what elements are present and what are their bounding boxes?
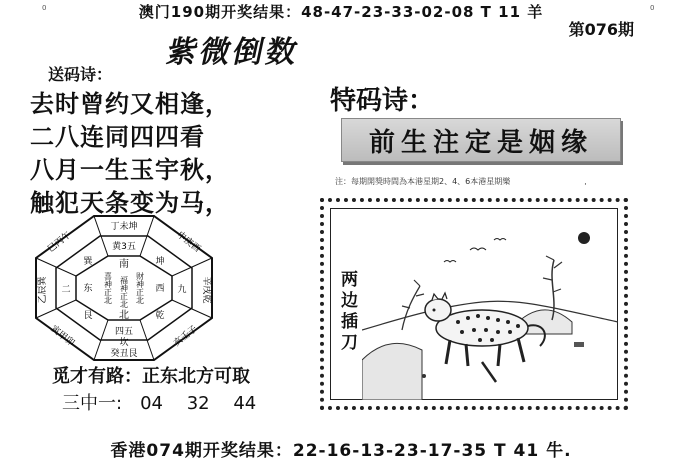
moon-icon xyxy=(578,232,590,244)
special-poem-box xyxy=(341,118,621,162)
three-in-one xyxy=(62,389,256,415)
corner-mark-left: 0 xyxy=(42,4,47,12)
bagua-center-column: 财神正北 xyxy=(135,272,145,304)
bagua-center-west: 西 xyxy=(155,284,165,294)
bagua-bottom-label: 坎 xyxy=(119,338,129,348)
issue-number: 第076期 xyxy=(568,20,634,39)
bird-icon xyxy=(494,239,506,241)
special-poem-label: 特码诗： xyxy=(330,86,435,116)
leopard-head xyxy=(425,299,451,321)
leopard-illustration xyxy=(362,210,618,400)
bagua-diagram xyxy=(32,214,216,362)
three-in-one-numbers: 04 32 44 xyxy=(140,393,257,414)
bagua-middle-label: 二 xyxy=(61,285,71,295)
bagua-middle-label: 四五 xyxy=(114,327,134,337)
draw-schedule-note: 注：每期開獎時間為本港星期2、4、6本港星期樂 xyxy=(335,177,511,186)
bagua-center-north: 北 xyxy=(119,310,129,321)
hk-result: 香港074期开奖结果：22-16-13-23-17-35 T 41 牛. xyxy=(110,441,572,461)
leopard-leg xyxy=(518,338,524,362)
bagua-center-column: 喜神正北 xyxy=(103,272,113,304)
poem-line: 去时曾约又相逢， xyxy=(30,89,230,118)
leopard-leg xyxy=(498,344,500,366)
poem-line: 二八连同四四看 xyxy=(30,122,205,151)
bagua-inner-label: 乾 xyxy=(155,311,165,321)
bagua-inner-label: 艮 xyxy=(83,311,93,321)
page-title: 紫微倒数 xyxy=(163,35,303,70)
bird-icon xyxy=(444,261,456,263)
three-in-one-label: 三中一: xyxy=(62,393,123,414)
bagua-center-column: 福神正北 xyxy=(119,276,129,308)
leopard-leg xyxy=(466,344,468,366)
knife-icon xyxy=(482,362,496,382)
bagua-inner-label: 坤 xyxy=(155,257,165,267)
plant-stem xyxy=(402,286,420,330)
bagua-outer-label: 寅甲卯 xyxy=(48,324,76,349)
bagua-center-south: 南 xyxy=(119,259,129,270)
rock-left xyxy=(362,343,422,400)
special-poem-text: 前生注定是姻缘 xyxy=(368,127,593,158)
picture-caption: 两边插刀 xyxy=(337,270,357,354)
direction-hint: 觅才有路：正东北方可取 xyxy=(52,366,250,387)
bagua-outer-label: 申庚酉 xyxy=(174,230,202,255)
macau-result: 澳门190期开奖结果：48-47-23-33-02-08 T 11 羊 xyxy=(138,3,544,21)
bagua-outer-label: 丁未坤 xyxy=(110,222,138,232)
leopard-leg xyxy=(446,340,450,364)
corner-mark-right: 0 xyxy=(650,4,655,12)
note-dot: · xyxy=(584,180,587,190)
poem-line: 触犯天条变为马， xyxy=(30,188,230,217)
bagua-outer-label: 亥壬子 xyxy=(172,324,200,349)
poem-line: 八月一生玉宇秋， xyxy=(30,155,230,184)
bagua-middle-label: 黄3五 xyxy=(112,242,136,252)
bagua-outer-label: 巳丙午 xyxy=(46,230,74,255)
bagua-outer-label: 辛戌乾 xyxy=(201,276,211,304)
bagua-outer-label: 乙辰巽 xyxy=(38,276,48,304)
poem-label: 送码诗： xyxy=(48,65,113,84)
bagua-outer-label: 癸丑艮 xyxy=(110,349,138,359)
pebble-icon xyxy=(422,374,426,378)
plant-leaves xyxy=(402,280,424,308)
bagua-center-east: 东 xyxy=(83,284,93,294)
small-object-icon xyxy=(574,342,584,347)
bird-icon xyxy=(470,248,486,250)
bagua-inner-label: 巽 xyxy=(83,257,93,267)
bagua-middle-label: 九 xyxy=(177,285,187,295)
